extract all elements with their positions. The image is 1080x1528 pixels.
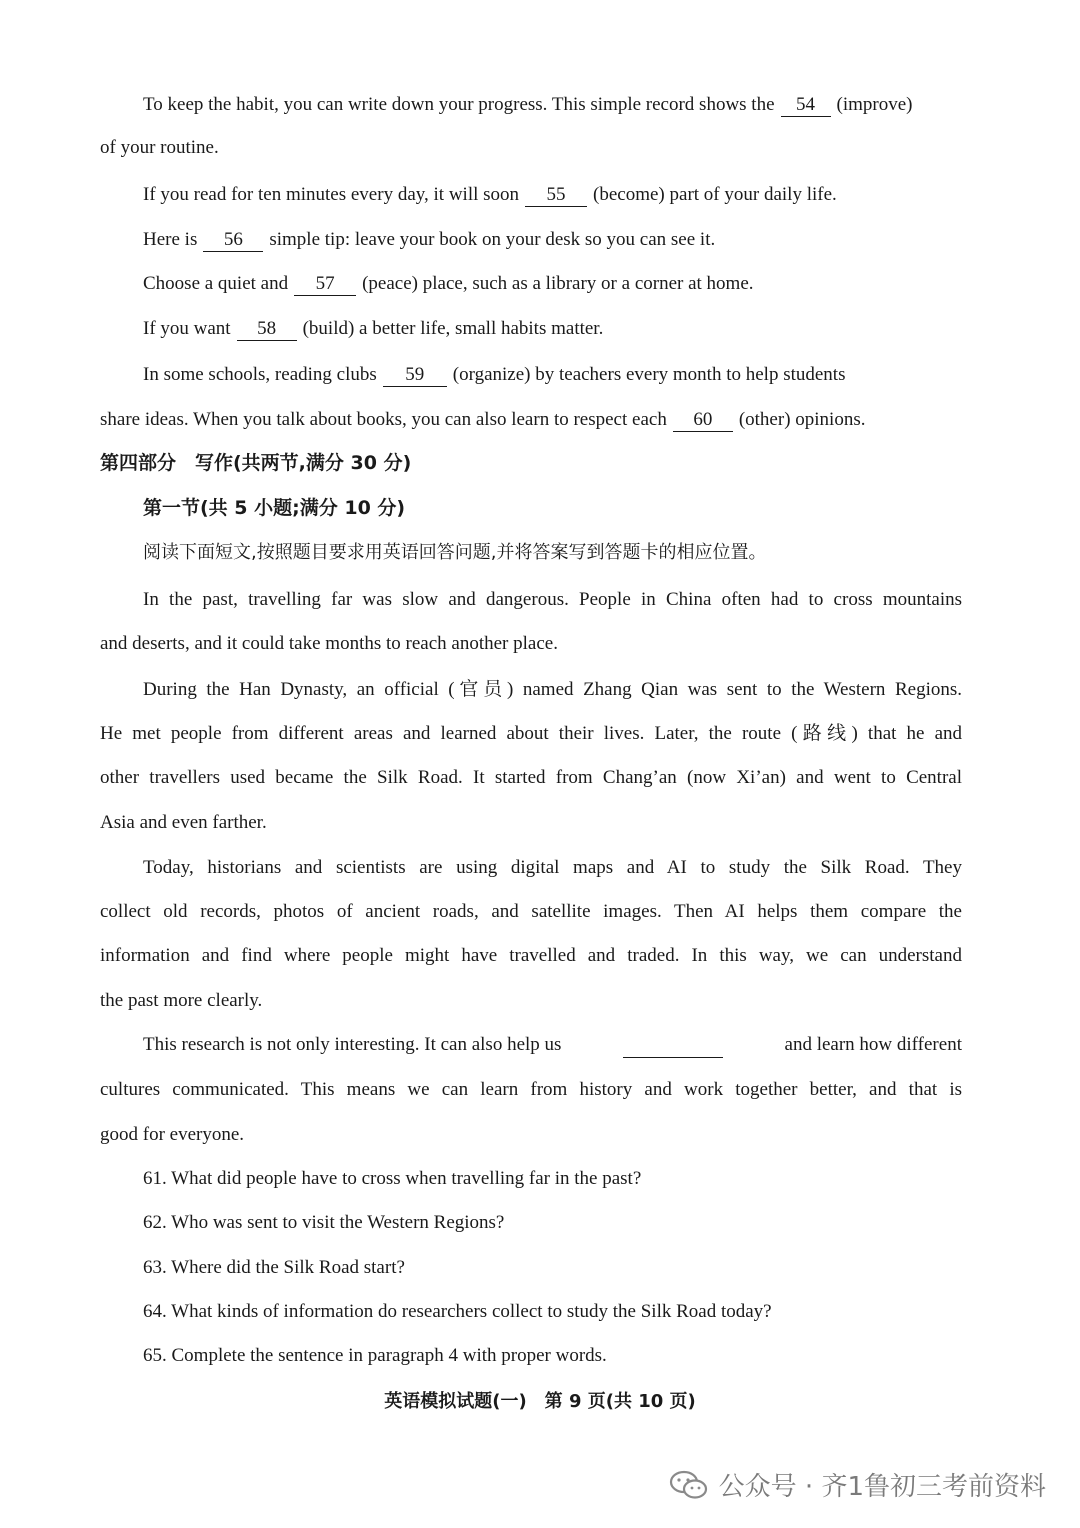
passage-text: and learn how different bbox=[784, 1034, 962, 1055]
question-62: 62. Who was sent to visit the Western Regions? bbox=[143, 1212, 505, 1233]
cloze-text: simple tip: leave your book on your desk so you can see it. bbox=[269, 229, 716, 250]
section1-instruction: 阅读下面短文,按照题目要求用英语回答问题,并将答案写到答题卡的相应位置。 bbox=[143, 542, 767, 563]
watermark-text: 公众号 · 齐1鲁初三考前资料 bbox=[718, 1472, 1046, 1502]
question-64: 64. What kinds of information do researchers collect to study the Silk Road today? bbox=[143, 1301, 772, 1322]
cloze-text: share ideas. When you talk about books, you can also learn to respect each bbox=[100, 409, 667, 430]
passage-line: Asia and even farther. bbox=[100, 812, 267, 833]
blank-58: 58 bbox=[237, 318, 297, 341]
cloze-text: If you read for ten minutes every day, it will soon bbox=[143, 184, 520, 205]
cloze-hint: (improve) bbox=[836, 94, 913, 115]
cloze-line-59 bbox=[143, 362, 962, 388]
blank-59: 59 bbox=[383, 364, 447, 387]
section1-title: 第一节(共 5 小题;满分 10 分) bbox=[143, 497, 406, 519]
passage-line: good for everyone. bbox=[100, 1124, 245, 1145]
passage-line: In the past, travelling far was slow and dangerous. People in China often had to cross mountains bbox=[143, 589, 962, 610]
cloze-hint: (build) a better life, small habits matter. bbox=[302, 318, 604, 339]
cloze-line-60 bbox=[100, 407, 962, 433]
blank-57: 57 bbox=[294, 273, 356, 296]
cloze-hint: (become) part of your daily life. bbox=[593, 184, 837, 205]
part4-title: 第四部分 写作(共两节,满分 30 分) bbox=[100, 452, 412, 474]
cloze-hint: (organize) by teachers every month to help students bbox=[452, 364, 846, 385]
cloze-text: Here is bbox=[143, 229, 198, 250]
cloze-text: To keep the habit, you can write down your progress. This simple record shows the bbox=[143, 94, 775, 115]
cloze-line-58 bbox=[143, 316, 962, 342]
cloze-hint: (peace) place, such as a library or a corner at home. bbox=[362, 273, 754, 294]
cloze-text: If you want bbox=[143, 318, 231, 339]
passage-text: This research is not only interesting. It can also help us bbox=[143, 1034, 562, 1055]
blank-54: 54 bbox=[781, 94, 831, 117]
blank-55: 55 bbox=[525, 184, 587, 207]
question-63: 63. Where did the Silk Road start? bbox=[143, 1257, 405, 1278]
page-footer: 英语模拟试题(一) 第 9 页(共 10 页) bbox=[384, 1391, 696, 1412]
passage-line: cultures communicated. This means we can learn from history and work together better, and that is bbox=[100, 1079, 962, 1100]
cloze-line-55 bbox=[143, 182, 962, 208]
blank-60: 60 bbox=[673, 409, 733, 432]
passage-line: Today, historians and scientists are using digital maps and AI to study the Silk Road. They bbox=[143, 857, 962, 878]
cloze-line-57 bbox=[143, 271, 962, 297]
wechat-watermark bbox=[669, 1466, 1046, 1503]
answer-blank bbox=[623, 1032, 723, 1058]
passage-line: and deserts, and it could take months to reach another place. bbox=[100, 633, 558, 654]
passage-line: information and find where people might have travelled and traded. In this way, we can understand bbox=[100, 945, 962, 966]
cloze-line-56 bbox=[143, 227, 962, 253]
cloze-line-54-cont: of your routine. bbox=[100, 137, 219, 158]
blank-56: 56 bbox=[203, 229, 263, 252]
cloze-hint: (other) opinions. bbox=[738, 409, 866, 430]
question-61: 61. What did people have to cross when travelling far in the past? bbox=[143, 1168, 642, 1189]
passage-line: the past more clearly. bbox=[100, 990, 263, 1011]
wechat-icon bbox=[669, 1469, 709, 1501]
passage-line: collect old records, photos of ancient roads, and satellite images. Then AI helps them compare the bbox=[100, 901, 962, 922]
cloze-text: In some schools, reading clubs bbox=[143, 364, 377, 385]
cloze-text: Choose a quiet and bbox=[143, 273, 289, 294]
question-65: 65. Complete the sentence in paragraph 4 with proper words. bbox=[143, 1345, 607, 1366]
passage-line: other travellers used became the Silk Road. It started from Chang’an (now Xi’an) and went to Central bbox=[100, 767, 962, 788]
passage-line: He met people from different areas and learned about their lives. Later, the route (路线) that he and bbox=[100, 723, 962, 744]
cloze-line-54 bbox=[143, 92, 962, 118]
passage-line-blank bbox=[143, 1032, 962, 1058]
passage-line: During the Han Dynasty, an official (官员) named Zhang Qian was sent to the Western Regions. bbox=[143, 679, 962, 700]
